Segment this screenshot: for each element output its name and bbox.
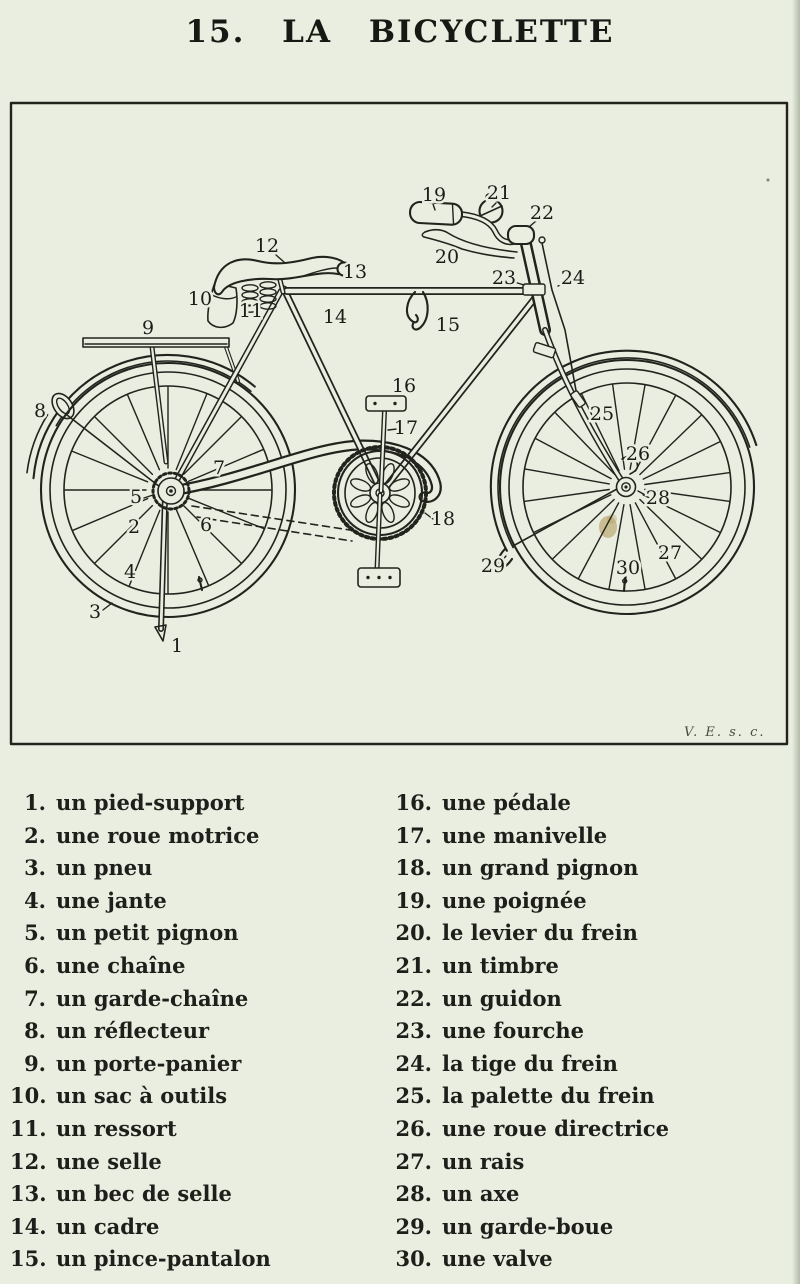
page-title: 15. LA BICYCLETTE: [185, 14, 615, 50]
vocab-item: [392, 885, 796, 918]
callout-3: 3: [88, 601, 102, 623]
vocab-number: 20.: [395, 920, 432, 946]
vocab-item: [10, 852, 386, 885]
callout-12: 12: [254, 235, 280, 257]
vocab-item: [10, 983, 386, 1016]
vocab-number: 30.: [395, 1246, 432, 1272]
vocab-term: un sac à outils: [56, 1083, 228, 1109]
vocab-item: [392, 1080, 796, 1113]
vocab-term: la tige du frein: [442, 1050, 618, 1076]
vocab-term: le levier du frein: [442, 920, 638, 946]
callout-7: 7: [212, 457, 226, 479]
vocab-item: [10, 1178, 386, 1211]
vocab-item: [10, 820, 386, 853]
vocab-term: un porte-panier: [56, 1050, 242, 1076]
vocab-term: un bec de selle: [56, 1181, 232, 1207]
callout-27: 27: [657, 542, 683, 564]
vocab-number: 18.: [395, 855, 432, 881]
vocab-item: [10, 885, 386, 918]
vocab-term: une valve: [442, 1246, 553, 1272]
handlebar-group: [410, 194, 586, 408]
callout-1: 1: [170, 635, 184, 657]
vocab-item: [392, 852, 796, 885]
vocab-item: [10, 1080, 386, 1113]
vocab-number: 12.: [10, 1148, 47, 1174]
callout-24: 24: [560, 267, 586, 289]
callout-28: 28: [645, 487, 671, 509]
callout-10: 10: [187, 288, 213, 310]
vocab-item: [392, 820, 796, 853]
vocab-number: 9.: [24, 1050, 46, 1076]
vocab-term: la palette du frein: [442, 1083, 655, 1109]
callout-29: 29: [480, 555, 506, 577]
callout-16: 16: [391, 375, 417, 397]
vocab-item: [10, 1048, 386, 1081]
vocab-column-right: [392, 787, 796, 1276]
callout-21: 21: [486, 182, 512, 204]
vocab-term: une manivelle: [442, 822, 608, 848]
vocab-term: une roue directrice: [442, 1115, 669, 1141]
vocab-number: 17.: [395, 822, 432, 848]
artist-signature: V. E. s. c.: [684, 725, 766, 740]
vocab-item: [392, 1113, 796, 1146]
vocab-item: [392, 1178, 796, 1211]
callout-15: 15: [435, 314, 461, 336]
vocab-number: 19.: [395, 887, 432, 913]
vocab-number: 2.: [24, 822, 46, 848]
callout-6: 6: [199, 514, 213, 536]
vocab-number: 29.: [395, 1213, 432, 1239]
pedal-bottom: [358, 568, 400, 587]
vocab-number: 23.: [395, 1018, 432, 1044]
chain: [192, 506, 352, 541]
vocab-term: un timbre: [442, 952, 559, 978]
callout-17: 17: [393, 417, 419, 439]
callout-8: 8: [33, 400, 47, 422]
callout-19: 19: [421, 184, 447, 206]
vocab-term: une jante: [56, 887, 167, 913]
vocab-number: 4.: [24, 887, 46, 913]
vocab-number: 6.: [24, 952, 46, 978]
vocab-number: 10.: [10, 1083, 47, 1109]
vocab-number: 7.: [24, 985, 46, 1011]
vocab-item: [10, 1146, 386, 1179]
vocab-number: 13.: [10, 1181, 47, 1207]
callout-30: 30: [615, 557, 641, 579]
vocab-item: [10, 1211, 386, 1244]
vocab-term: un cadre: [56, 1213, 160, 1239]
vocab-number: 1.: [24, 790, 46, 815]
vocab-item: [392, 1015, 796, 1048]
vocab-column-left: [10, 787, 386, 1276]
callout-26: 26: [625, 443, 651, 465]
vocab-item: [10, 950, 386, 983]
rear-sprocket: [153, 473, 189, 509]
vocab-number: 22.: [395, 985, 432, 1011]
pedal-top: [366, 396, 406, 411]
vocab-item: [392, 917, 796, 950]
callout-9: 9: [141, 317, 155, 339]
vocab-term: un pince-pantalon: [56, 1246, 271, 1272]
vocab-term: un rais: [442, 1148, 525, 1174]
vocab-item: [10, 917, 386, 950]
vocab-item: [392, 1146, 796, 1179]
callout-20: 20: [434, 246, 460, 268]
vocab-item: [392, 1048, 796, 1081]
callout-2: 2: [127, 516, 141, 538]
vocab-number: 16.: [395, 790, 432, 815]
callout-14: 14: [322, 306, 348, 328]
vocab-term: une fourche: [442, 1018, 584, 1044]
callout-4: 4: [123, 561, 137, 583]
vocab-item: [10, 787, 386, 820]
vocab-number: 5.: [24, 920, 46, 946]
vocab-term: un petit pignon: [56, 920, 239, 946]
callout-23: 23: [491, 267, 517, 289]
vocab-item: [392, 1243, 796, 1276]
vocab-term: un pneu: [56, 855, 153, 881]
callout-5: 5: [129, 486, 143, 508]
vocab-item: [392, 950, 796, 983]
vocab-term: un garde-boue: [442, 1213, 614, 1239]
vocab-term: un grand pignon: [442, 855, 639, 881]
stem-head: [508, 226, 534, 244]
callout-13: 13: [342, 261, 368, 283]
vocab-number: 14.: [10, 1213, 47, 1239]
vocab-number: 27.: [395, 1148, 432, 1174]
vocab-number: 15.: [10, 1246, 47, 1272]
callout-25: 25: [589, 403, 615, 425]
vocab-number: 26.: [395, 1115, 432, 1141]
vocab-number: 28.: [395, 1181, 432, 1207]
vocab-term: une chaîne: [56, 952, 186, 978]
vocab-item: [10, 1113, 386, 1146]
vocab-term: un garde-chaîne: [56, 985, 249, 1011]
vocab-term: une pédale: [442, 790, 571, 815]
callout-18: 18: [430, 508, 456, 530]
vocab-term: un réflecteur: [56, 1018, 210, 1044]
vocab-item: [10, 1243, 386, 1276]
vocab-term: une roue motrice: [56, 822, 260, 848]
vocab-term: un ressort: [56, 1115, 177, 1141]
vocab-item: [392, 983, 796, 1016]
vocab-term: une selle: [56, 1148, 162, 1174]
vocab-term: une poignée: [442, 887, 587, 913]
callout-22: 22: [529, 202, 555, 224]
vocab-item: [392, 1211, 796, 1244]
vocab-number: 8.: [24, 1018, 46, 1044]
rear-valve: [198, 577, 202, 590]
vocab-item: [392, 787, 796, 820]
vocab-term: un axe: [442, 1181, 520, 1207]
vocab-number: 24.: [395, 1050, 432, 1076]
vocab-item: [10, 1015, 386, 1048]
vocab-number: 11.: [10, 1115, 47, 1141]
vocab-term: un pied-support: [56, 790, 245, 815]
vocab-term: un guidon: [442, 985, 562, 1011]
vocab-number: 25.: [395, 1083, 432, 1109]
callout-11: 11: [238, 300, 264, 322]
vocab-number: 21.: [395, 952, 432, 978]
vocab-number: 3.: [24, 855, 46, 881]
trouser-clip: [407, 292, 428, 330]
